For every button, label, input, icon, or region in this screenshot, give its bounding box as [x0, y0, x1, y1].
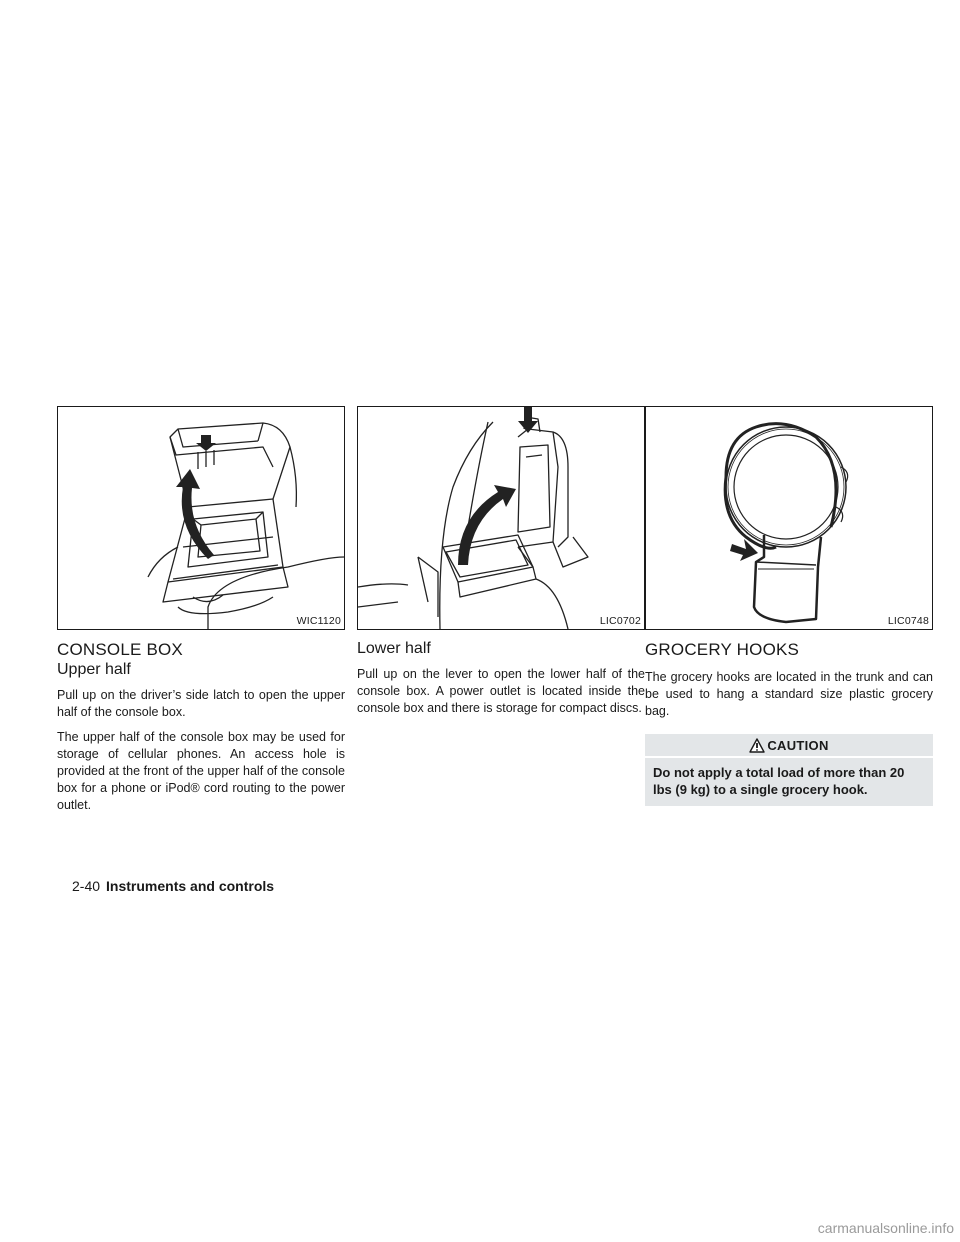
paragraph: The upper half of the console box may be used for storage of cellular phones. An access hole is provided at the front of the upper half of the console box for a phone or iPod® cord routing to the power outlet. — [57, 730, 345, 812]
column-console-lower — [357, 406, 645, 725]
caution-label: CAUTION — [767, 737, 829, 753]
console-lower-illustration — [358, 407, 644, 629]
caution-box — [645, 734, 933, 806]
figure-grocery-hook — [645, 406, 933, 630]
subtitle-lower-half: Lower half — [357, 640, 431, 657]
figure-console-upper — [57, 406, 345, 630]
section-title-grocery-hooks: GROCERY HOOKS — [645, 640, 800, 659]
console-upper-illustration — [58, 407, 344, 629]
column-console-upper — [57, 406, 345, 822]
figure-code: LIC0748 — [887, 615, 929, 627]
page-number: 2-40 — [72, 878, 101, 894]
column-grocery-hooks — [645, 406, 933, 806]
figure-code: LIC0702 — [599, 615, 641, 627]
warning-icon — [749, 738, 765, 753]
grocery-hook-illustration — [646, 407, 932, 629]
figure-code: WIC1120 — [296, 615, 341, 627]
caution-header — [645, 734, 933, 756]
section-title-console-box: CONSOLE BOX — [57, 640, 183, 659]
figure-console-lower — [357, 406, 645, 630]
caution-text: Do not apply a total load of more than 20 lbs (9 kg) to a single grocery hook. — [645, 756, 933, 798]
paragraph: Pull up on the driver’s side latch to open the upper half of the console box. — [57, 688, 345, 719]
watermark: carmanualsonline.info — [817, 1220, 954, 1236]
subtitle-upper-half: Upper half — [57, 661, 131, 678]
paragraph: The grocery hooks are located in the trunk and can be used to hang a standard size plastic grocery bag. — [645, 670, 933, 718]
chapter-title: Instruments and controls — [106, 878, 275, 894]
paragraph: Pull up on the lever to open the lower half of the console box. A power outlet is located inside the console box and there is storage for compact discs. — [357, 667, 645, 715]
page-footer — [72, 878, 274, 894]
